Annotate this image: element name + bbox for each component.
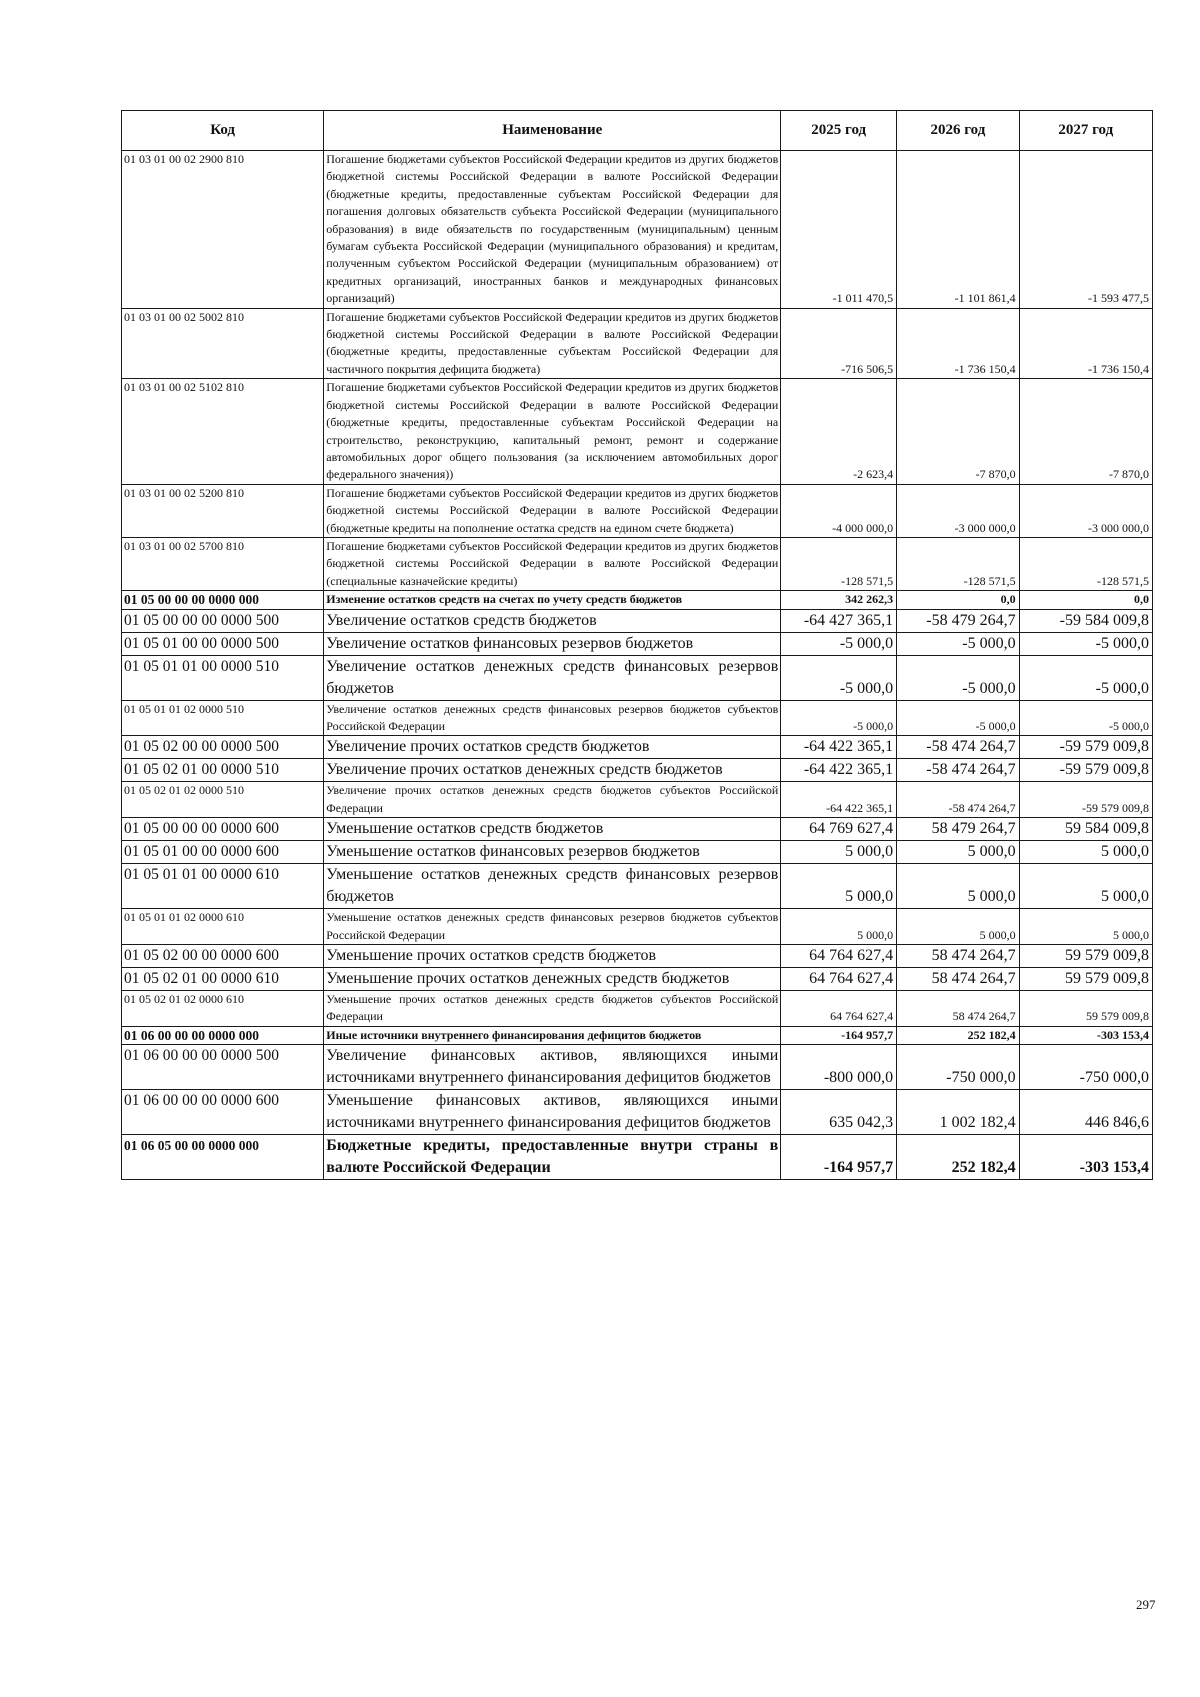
row-value-2025: -800 000,0 <box>781 1045 897 1090</box>
header-name: Наименование <box>324 111 781 151</box>
row-code: 01 03 01 00 02 5002 810 <box>122 308 324 379</box>
row-code: 01 06 00 00 00 0000 500 <box>122 1045 324 1090</box>
row-value-2025: 5 000,0 <box>781 864 897 909</box>
row-value-2027: -5 000,0 <box>1019 655 1152 700</box>
row-value-2026: -1 101 861,4 <box>897 151 1019 309</box>
row-name: Уменьшение остатков финансовых резервов бюджетов <box>324 841 781 864</box>
row-name: Увеличение прочих остатков средств бюджетов <box>324 736 781 759</box>
row-name: Уменьшение остатков средств бюджетов <box>324 818 781 841</box>
row-value-2026: -5 000,0 <box>897 632 1019 655</box>
table-row <box>122 841 1153 864</box>
table-row <box>122 1026 1153 1044</box>
row-value-2025: 5 000,0 <box>781 841 897 864</box>
row-value-2027: -303 153,4 <box>1019 1135 1152 1180</box>
row-name: Погашение бюджетами субъектов Российской Федерации кредитов из других бюджетов бюджетной системы Российской Федерации в валюте Российской Федерации (бюджетные кредиты, предоставленные субъектам Российской Федерации на строительство, реконструкцию, капитальный ремонт, ремонт и содержание автомобильных дорог общего пользования (за исключением автомобильных дорог федерального значения)) <box>324 379 781 484</box>
row-value-2025: -164 957,7 <box>781 1135 897 1180</box>
row-value-2027: -59 579 009,8 <box>1019 759 1152 782</box>
row-name: Уменьшение прочих остатков денежных средств бюджетов <box>324 968 781 991</box>
row-value-2027: 446 846,6 <box>1019 1090 1152 1135</box>
row-code: 01 06 00 00 00 0000 600 <box>122 1090 324 1135</box>
row-value-2025: -5 000,0 <box>781 700 897 736</box>
row-value-2025: -4 000 000,0 <box>781 484 897 537</box>
table-row <box>122 1135 1153 1180</box>
row-code: 01 05 02 00 00 0000 600 <box>122 945 324 968</box>
row-name: Изменение остатков средств на счетах по учету средств бюджетов <box>324 591 781 609</box>
row-value-2026: -5 000,0 <box>897 700 1019 736</box>
row-value-2027: -7 870,0 <box>1019 379 1152 484</box>
row-value-2025: 64 764 627,4 <box>781 968 897 991</box>
row-name: Погашение бюджетами субъектов Российской Федерации кредитов из других бюджетов бюджетной системы Российской Федерации в валюте Российской Федерации (специальные казначейские кредиты) <box>324 537 781 590</box>
row-name: Увеличение прочих остатков денежных средств бюджетов субъектов Российской Федерации <box>324 782 781 818</box>
row-value-2027: -303 153,4 <box>1019 1026 1152 1044</box>
row-name: Увеличение финансовых активов, являющихся иными источниками внутреннего финансирования дефицитов бюджетов <box>324 1045 781 1090</box>
row-value-2025: -64 422 365,1 <box>781 759 897 782</box>
row-value-2026: 58 474 264,7 <box>897 991 1019 1027</box>
row-name: Уменьшение остатков денежных средств финансовых резервов бюджетов субъектов Российской Федерации <box>324 909 781 945</box>
row-code: 01 03 01 00 02 2900 810 <box>122 151 324 309</box>
table-row <box>122 759 1153 782</box>
row-value-2027: -59 584 009,8 <box>1019 609 1152 632</box>
table-row <box>122 1090 1153 1135</box>
row-code: 01 05 01 00 00 0000 500 <box>122 632 324 655</box>
row-value-2025: 5 000,0 <box>781 909 897 945</box>
row-value-2025: 635 042,3 <box>781 1090 897 1135</box>
row-code: 01 05 02 01 00 0000 610 <box>122 968 324 991</box>
row-name: Уменьшение прочих остатков средств бюджетов <box>324 945 781 968</box>
row-value-2025: 64 764 627,4 <box>781 945 897 968</box>
row-value-2025: -1 011 470,5 <box>781 151 897 309</box>
row-value-2026: 0,0 <box>897 591 1019 609</box>
row-value-2026: 5 000,0 <box>897 909 1019 945</box>
row-name: Погашение бюджетами субъектов Российской Федерации кредитов из других бюджетов бюджетной системы Российской Федерации в валюте Российской Федерации (бюджетные кредиты, предоставленные субъектам Российской Федерации для погашения долговых обязательств субъекта Российской Федерации (муниципального образования) в виде обязательств по государственным (муниципальным) ценным бумагам субъекта Российской Федерации (муниципального образования) и кредитам, полученным субъектом Российской Федерации (муниципальным образованием) от кредитных организаций, иностранных банков и международных финансовых организаций) <box>324 151 781 309</box>
row-value-2026: -58 479 264,7 <box>897 609 1019 632</box>
row-name: Иные источники внутреннего финансирования дефицитов бюджетов <box>324 1026 781 1044</box>
table-row <box>122 968 1153 991</box>
row-value-2026: -58 474 264,7 <box>897 782 1019 818</box>
table-row <box>122 909 1153 945</box>
table-row <box>122 537 1153 590</box>
row-value-2027: -1 736 150,4 <box>1019 308 1152 379</box>
row-name: Погашение бюджетами субъектов Российской Федерации кредитов из других бюджетов бюджетной системы Российской Федерации в валюте Российской Федерации (бюджетные кредиты на пополнение остатка средств на едином счете бюджета) <box>324 484 781 537</box>
page-number: 297 <box>1136 1597 1156 1612</box>
table-row <box>122 151 1153 309</box>
row-value-2027: 59 584 009,8 <box>1019 818 1152 841</box>
row-code: 01 05 01 00 00 0000 600 <box>122 841 324 864</box>
table-row <box>122 308 1153 379</box>
row-value-2025: 342 262,3 <box>781 591 897 609</box>
row-code: 01 05 00 00 00 0000 500 <box>122 609 324 632</box>
row-value-2026: -58 474 264,7 <box>897 736 1019 759</box>
row-value-2025: 64 764 627,4 <box>781 991 897 1027</box>
row-code: 01 05 02 01 00 0000 510 <box>122 759 324 782</box>
row-name: Увеличение остатков средств бюджетов <box>324 609 781 632</box>
row-value-2026: 5 000,0 <box>897 864 1019 909</box>
table-body <box>122 151 1153 1180</box>
row-name: Увеличение остатков денежных средств финансовых резервов бюджетов <box>324 655 781 700</box>
table-row <box>122 379 1153 484</box>
budget-sources-table <box>121 110 1153 1180</box>
row-name: Уменьшение остатков денежных средств финансовых резервов бюджетов <box>324 864 781 909</box>
row-value-2025: -64 422 365,1 <box>781 782 897 818</box>
row-code: 01 03 01 00 02 5102 810 <box>122 379 324 484</box>
row-code: 01 03 01 00 02 5200 810 <box>122 484 324 537</box>
table-row <box>122 945 1153 968</box>
row-name: Увеличение остатков финансовых резервов бюджетов <box>324 632 781 655</box>
table-row <box>122 591 1153 609</box>
row-value-2025: 64 769 627,4 <box>781 818 897 841</box>
table-row <box>122 655 1153 700</box>
row-value-2027: -750 000,0 <box>1019 1045 1152 1090</box>
table-header-row <box>122 111 1153 151</box>
row-name: Бюджетные кредиты, предоставленные внутри страны в валюте Российской Федерации <box>324 1135 781 1180</box>
row-value-2027: 5 000,0 <box>1019 864 1152 909</box>
row-value-2026: -750 000,0 <box>897 1045 1019 1090</box>
row-code: 01 05 02 01 02 0000 610 <box>122 991 324 1027</box>
row-value-2027: -3 000 000,0 <box>1019 484 1152 537</box>
row-value-2025: -2 623,4 <box>781 379 897 484</box>
row-value-2026: 58 474 264,7 <box>897 968 1019 991</box>
header-code: Код <box>122 111 324 151</box>
row-value-2027: -5 000,0 <box>1019 700 1152 736</box>
row-value-2026: 58 474 264,7 <box>897 945 1019 968</box>
row-name: Увеличение прочих остатков денежных средств бюджетов <box>324 759 781 782</box>
row-value-2026: -3 000 000,0 <box>897 484 1019 537</box>
row-value-2027: 59 579 009,8 <box>1019 991 1152 1027</box>
row-value-2027: 5 000,0 <box>1019 909 1152 945</box>
row-value-2026: 1 002 182,4 <box>897 1090 1019 1135</box>
row-code: 01 05 01 01 00 0000 610 <box>122 864 324 909</box>
header-2027: 2027 год <box>1019 111 1152 151</box>
table-row <box>122 864 1153 909</box>
row-code: 01 05 00 00 00 0000 000 <box>122 591 324 609</box>
row-value-2025: -716 506,5 <box>781 308 897 379</box>
row-code: 01 05 01 01 02 0000 510 <box>122 700 324 736</box>
row-name: Увеличение остатков денежных средств финансовых резервов бюджетов субъектов Российской Федерации <box>324 700 781 736</box>
row-code: 01 03 01 00 02 5700 810 <box>122 537 324 590</box>
row-value-2026: 252 182,4 <box>897 1135 1019 1180</box>
row-value-2026: 58 479 264,7 <box>897 818 1019 841</box>
row-name: Погашение бюджетами субъектов Российской Федерации кредитов из других бюджетов бюджетной системы Российской Федерации в валюте Российской Федерации (бюджетные кредиты, предоставленные субъектам Российской Федерации для частичного покрытия дефицита бюджета) <box>324 308 781 379</box>
table-row <box>122 782 1153 818</box>
table-row <box>122 1045 1153 1090</box>
row-value-2026: -7 870,0 <box>897 379 1019 484</box>
row-value-2025: -64 422 365,1 <box>781 736 897 759</box>
row-value-2025: -5 000,0 <box>781 655 897 700</box>
row-value-2026: 5 000,0 <box>897 841 1019 864</box>
row-name: Уменьшение прочих остатков денежных средств бюджетов субъектов Российской Федерации <box>324 991 781 1027</box>
table-row <box>122 991 1153 1027</box>
row-value-2026: -5 000,0 <box>897 655 1019 700</box>
row-value-2027: -5 000,0 <box>1019 632 1152 655</box>
row-value-2027: 59 579 009,8 <box>1019 945 1152 968</box>
row-code: 01 05 02 00 00 0000 500 <box>122 736 324 759</box>
row-value-2026: -58 474 264,7 <box>897 759 1019 782</box>
row-value-2025: -5 000,0 <box>781 632 897 655</box>
row-value-2026: -1 736 150,4 <box>897 308 1019 379</box>
row-value-2027: -59 579 009,8 <box>1019 782 1152 818</box>
row-value-2027: 5 000,0 <box>1019 841 1152 864</box>
row-value-2027: -128 571,5 <box>1019 537 1152 590</box>
table-row <box>122 484 1153 537</box>
row-code: 01 06 00 00 00 0000 000 <box>122 1026 324 1044</box>
row-value-2026: -128 571,5 <box>897 537 1019 590</box>
table-row <box>122 700 1153 736</box>
row-code: 01 06 05 00 00 0000 000 <box>122 1135 324 1180</box>
row-code: 01 05 01 01 00 0000 510 <box>122 655 324 700</box>
table-row <box>122 818 1153 841</box>
header-2026: 2026 год <box>897 111 1019 151</box>
row-value-2025: -128 571,5 <box>781 537 897 590</box>
table-row <box>122 736 1153 759</box>
row-code: 01 05 01 01 02 0000 610 <box>122 909 324 945</box>
header-2025: 2025 год <box>781 111 897 151</box>
row-value-2027: -59 579 009,8 <box>1019 736 1152 759</box>
row-value-2027: 59 579 009,8 <box>1019 968 1152 991</box>
row-code: 01 05 00 00 00 0000 600 <box>122 818 324 841</box>
table-row <box>122 632 1153 655</box>
row-value-2027: 0,0 <box>1019 591 1152 609</box>
row-value-2025: -64 427 365,1 <box>781 609 897 632</box>
row-name: Уменьшение финансовых активов, являющихся иными источниками внутреннего финансирования дефицитов бюджетов <box>324 1090 781 1135</box>
row-value-2025: -164 957,7 <box>781 1026 897 1044</box>
row-value-2026: 252 182,4 <box>897 1026 1019 1044</box>
row-code: 01 05 02 01 02 0000 510 <box>122 782 324 818</box>
table-row <box>122 609 1153 632</box>
row-value-2027: -1 593 477,5 <box>1019 151 1152 309</box>
